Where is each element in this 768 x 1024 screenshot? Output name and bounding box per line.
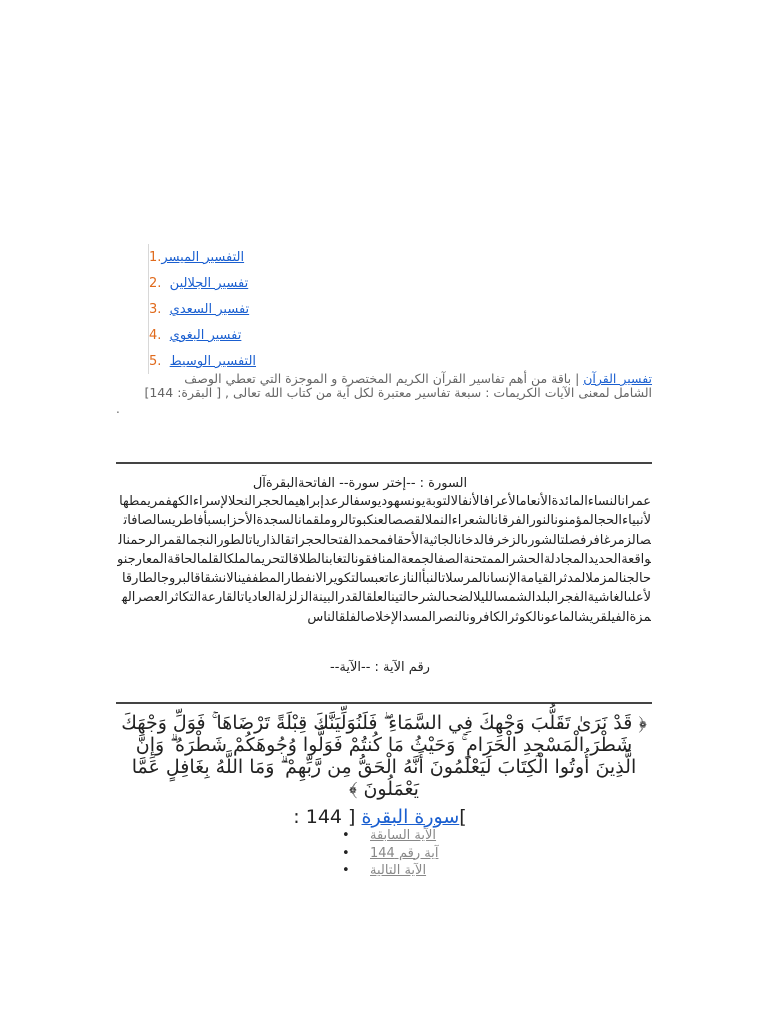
tafsir-link-muyassar[interactable]: التفسير الميسر — [161, 250, 245, 265]
list-item — [336, 863, 496, 881]
ref-open-bracket: [ — [459, 806, 467, 828]
verse-text: ﴿ قَدْ نَرَىٰ تَقَلُّبَ وَجْهِكَ فِي السَّمَاءِ ۖ فَلَنُوَلِّيَنَّكَ قِبْلَةً تَرْضَاهَا ۚ فَوَلِّ وَجْهَكَ شَطْرَ الْمَسْجِدِ الْحَرَامِ ۚ وَحَيْثُ مَا كُنتُمْ فَوَلُّوا وُجُوهَكُمْ شَطْرَهُ ۗ وَإِنَّ الَّذِينَ أُوتُوا الْكِتَابَ لَيَعْلَمُونَ أَنَّهُ الْحَقُّ مِن رَّبِّهِمْ ۗ وَمَا اللَّهُ بِغَافِلٍ عَمَّا يَعْمَلُونَ ﴾ — [121, 712, 647, 800]
prev-ayah-link[interactable]: الآية السابقة — [370, 828, 437, 843]
list-item — [336, 828, 496, 846]
ayah-navigation — [336, 828, 496, 881]
list-item — [149, 302, 249, 317]
list-number: 3. — [149, 302, 162, 317]
divider — [116, 702, 652, 704]
current-ayah-link[interactable]: آية رقم 144 — [370, 845, 439, 861]
verse-reference — [280, 806, 480, 828]
description-text-1: | باقة من أهم تفاسير القرآن الكريم المختصرة و الموجزة التي تعطي الوصف — [184, 371, 584, 386]
tafsir-description — [112, 372, 652, 400]
description-line-1 — [112, 372, 652, 386]
surah-baqarah-link[interactable]: سورة البقرة — [361, 806, 460, 828]
tafsir-quran-link[interactable]: تفسير القرآن — [583, 371, 652, 386]
tafsir-link-jalalayn[interactable]: تفسير الجلالين — [169, 276, 249, 291]
list-item — [149, 276, 248, 291]
list-number: 5. — [149, 354, 162, 369]
list-item — [149, 354, 256, 369]
list-number: 2. — [149, 276, 162, 291]
list-item — [149, 328, 241, 343]
trailing-dot: . — [116, 402, 120, 416]
ref-close-bracket: : 144 ] — [293, 806, 356, 828]
list-number: 1. — [149, 250, 162, 265]
list-item — [336, 846, 496, 864]
surah-select-label[interactable]: السورة : --إختر سورة-- الفاتحةالبقرةآل — [252, 476, 468, 491]
divider — [116, 462, 652, 464]
list-item — [149, 250, 244, 265]
tafsir-link-saadi[interactable]: تفسير السعدي — [169, 302, 250, 317]
next-ayah-link[interactable]: الآية التالية — [370, 863, 427, 878]
tafsir-link-baghawi[interactable]: تفسير البغوي — [169, 328, 242, 343]
description-text-2: الشامل لمعنى الآيات الكريمات : سبعة تفاسير معتبرة لكل آية من كتاب الله تعالى , [ البقرة: 144] — [144, 385, 652, 400]
tafsir-link-wasit[interactable]: التفسير الوسيط — [169, 354, 257, 369]
surah-select-options[interactable]: عمرانالنساءالمائدةالأنعامالأعرافالأنفالالتوبةيونسهوديوسفالرعدإبراهيمالحجرالنحلالإسراءالكهفمريمطهالأنبياءالحجالمؤمنونالنورالفرقانالشعراءالنملالقصصالعنكبوتالروملقمانالسجدةالأحزابسبأفاطريسالصافاتصالزمرغافرفصلتالشورىالزخرفالدخانالجاثيةالأحقافمحمدالفتحالحجراتقالذارياتالطورالنجمالقمرالرحمنالواقعةالحديدالمجادلةالحشرالممتحنةالصفالجمعةالمنافقونالتغابنالطلاقالتحريمالملكالقلمالحاقةالمعارجنوحالجنالمزملالمدثرالقيامةالإنسانالمرسلاتالنبأالنازعاتعبسالتكويرالانفطارالمطففينالانشقاقالبروجالطارقالأعلىالغاشيةالفجرالبلدالشمسالليلالضحىالشرحالتينالعلقالقدرالبينةالزلزلةالعادياتالقارعةالتكاثرالعصرالهمزةالفيلقريشالماعونالكوثرالكافرونالنصرالمسدالإخلاصالفلقالناس — [117, 494, 651, 625]
ayah-select[interactable]: رقم الآية : --الآية-- — [330, 660, 430, 675]
tafsir-list — [148, 244, 299, 374]
list-number: 4. — [149, 328, 162, 343]
